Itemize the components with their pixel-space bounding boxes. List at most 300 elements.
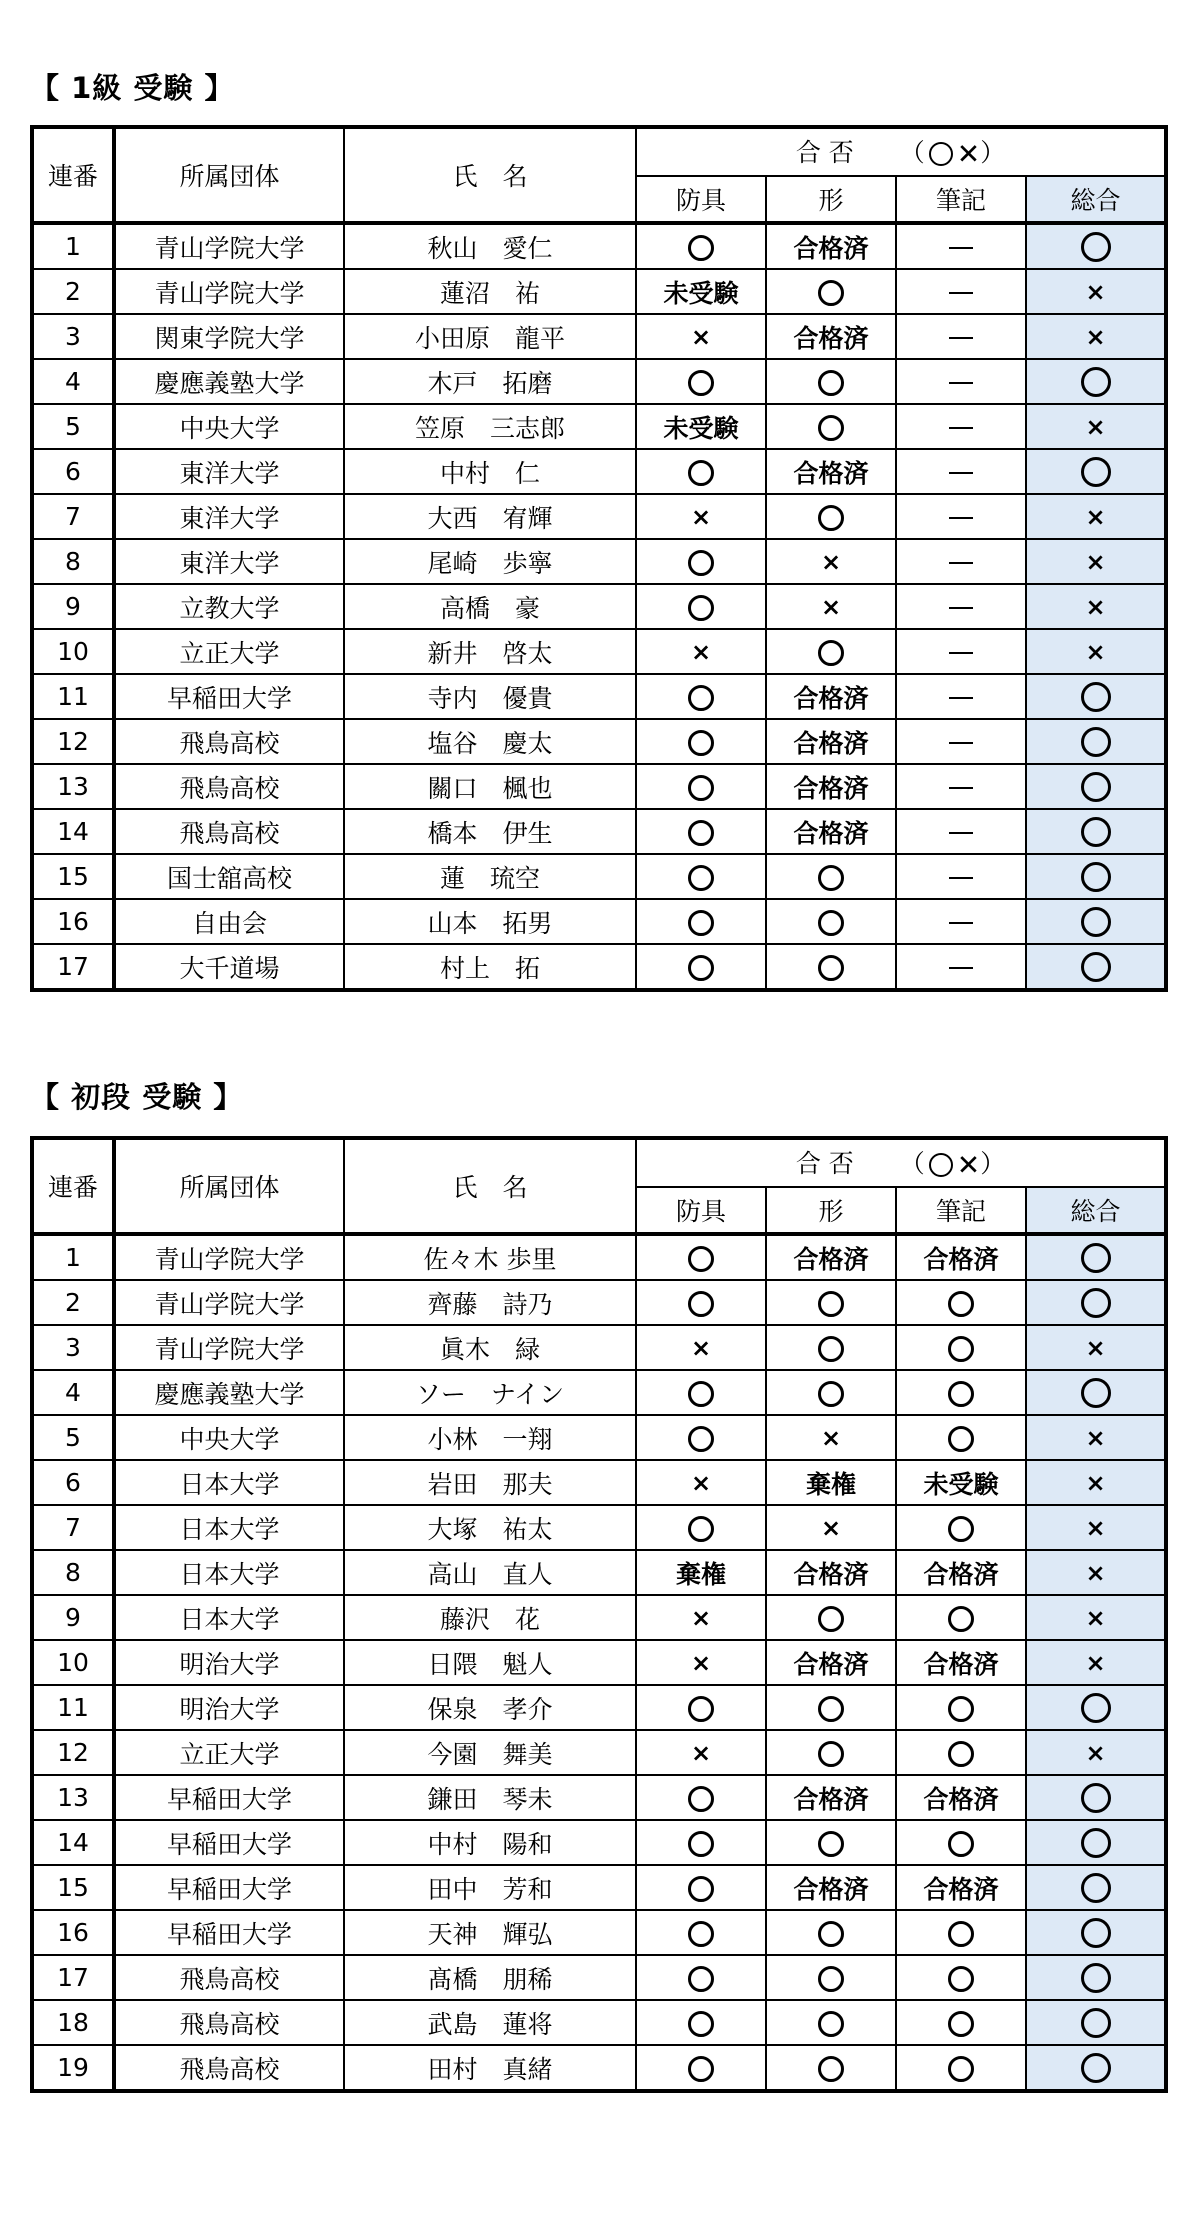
cell-org: 早稲田大学 (114, 1775, 344, 1820)
cell-name: 大塚 祐太 (344, 1505, 636, 1550)
pass-circle-icon (948, 1516, 974, 1542)
cell-name: 保泉 孝介 (344, 1685, 636, 1730)
cell-org: 飛鳥高校 (114, 1955, 344, 2000)
cell-written (896, 449, 1026, 494)
status-text: 合格済 (793, 323, 869, 353)
cell-armor (636, 674, 766, 719)
fail-cross-icon: × (690, 1739, 712, 1767)
cell-written (896, 674, 1026, 719)
pass-circle-icon (818, 2011, 844, 2037)
fail-cross-icon: × (690, 1334, 712, 1362)
table-row (32, 1370, 1166, 1415)
cell-kata (766, 854, 896, 899)
header-kata: 形 (766, 1187, 896, 1234)
fail-cross-icon: × (1085, 1649, 1106, 1677)
cell-armor (636, 584, 766, 629)
cell-total (1026, 719, 1166, 764)
cell-no: 14 (32, 809, 114, 854)
not-applicable-dash-icon (949, 382, 973, 384)
legend-open: （ (899, 138, 925, 168)
cell-kata (766, 1550, 896, 1595)
table-row (32, 314, 1166, 359)
cell-written (896, 1505, 1026, 1550)
cell-armor (636, 854, 766, 899)
not-applicable-dash-icon (949, 427, 973, 429)
cell-org: 中央大学 (114, 1415, 344, 1460)
not-applicable-dash-icon (949, 472, 973, 474)
cell-no: 18 (32, 2000, 114, 2045)
cell-kata (766, 2045, 896, 2091)
cell-name: 木戸 拓磨 (344, 359, 636, 404)
pass-circle-icon (1081, 817, 1111, 847)
not-applicable-dash-icon (949, 832, 973, 834)
results-table-1kyu (30, 125, 1168, 992)
pass-circle-icon (1081, 1378, 1111, 1408)
cell-no: 3 (32, 314, 114, 359)
fail-cross-icon: × (1085, 1334, 1106, 1362)
legend-cross-icon: ✕ (956, 137, 981, 171)
table-row (32, 1460, 1166, 1505)
cell-name: 田村 真緒 (344, 2045, 636, 2091)
cell-name: 岩田 那夫 (344, 1460, 636, 1505)
not-applicable-dash-icon (949, 922, 973, 924)
section-title-1kyu: 【 1級 受験 】 (30, 71, 235, 105)
cell-total (1026, 764, 1166, 809)
results-table-shodan (30, 1136, 1168, 2093)
cell-no: 2 (32, 269, 114, 314)
cell-name: 中村 陽和 (344, 1820, 636, 1865)
cell-kata (766, 1415, 896, 1460)
status-text: 未受験 (663, 278, 739, 308)
pass-circle-icon (688, 1246, 714, 1272)
cell-kata (766, 674, 896, 719)
fail-cross-icon: × (820, 593, 842, 621)
cell-kata (766, 1775, 896, 1820)
fail-cross-icon: × (1085, 278, 1106, 306)
cell-armor (636, 1865, 766, 1910)
fail-cross-icon: × (690, 1604, 712, 1632)
cell-org: 立教大学 (114, 584, 344, 629)
cell-written (896, 584, 1026, 629)
cell-written (896, 1865, 1026, 1910)
cell-kata (766, 1280, 896, 1325)
pass-circle-icon (688, 1516, 714, 1542)
cell-armor (636, 539, 766, 584)
cell-written (896, 719, 1026, 764)
cell-name: 田中 芳和 (344, 1865, 636, 1910)
pass-circle-icon (818, 280, 844, 306)
cell-written (896, 1460, 1026, 1505)
cell-name: 小田原 龍平 (344, 314, 636, 359)
cell-kata (766, 494, 896, 539)
cell-name: 關口 楓也 (344, 764, 636, 809)
table-row (32, 1820, 1166, 1865)
pass-circle-icon (948, 1966, 974, 1992)
pass-circle-icon (818, 1966, 844, 1992)
status-text: 合格済 (793, 728, 869, 758)
cell-org: 飛鳥高校 (114, 809, 344, 854)
pass-circle-icon (688, 865, 714, 891)
cell-no: 10 (32, 1640, 114, 1685)
cell-no: 5 (32, 1415, 114, 1460)
cell-kata (766, 1325, 896, 1370)
status-text: 合格済 (793, 773, 869, 803)
cell-total (1026, 1910, 1166, 1955)
cell-no: 16 (32, 899, 114, 944)
status-text: 棄権 (675, 1559, 726, 1589)
fail-cross-icon: × (1085, 413, 1106, 441)
cell-total (1026, 1550, 1166, 1595)
fail-cross-icon: × (690, 323, 712, 351)
cell-total (1026, 1415, 1166, 1460)
header-written: 筆記 (896, 176, 1026, 223)
pass-circle-icon (948, 1336, 974, 1362)
cell-kata (766, 359, 896, 404)
cell-no: 14 (32, 1820, 114, 1865)
cell-org: 飛鳥高校 (114, 764, 344, 809)
cell-total (1026, 1685, 1166, 1730)
fail-cross-icon: × (1085, 503, 1106, 531)
cell-kata (766, 2000, 896, 2045)
cell-kata (766, 314, 896, 359)
cell-kata (766, 899, 896, 944)
pass-circle-icon (818, 1336, 844, 1362)
cell-total (1026, 1505, 1166, 1550)
cell-total (1026, 1595, 1166, 1640)
header-armor: 防具 (636, 176, 766, 223)
cell-org: 立正大学 (114, 1730, 344, 1775)
fail-cross-icon: × (690, 1649, 712, 1677)
pass-circle-icon (688, 1786, 714, 1812)
cell-armor (636, 1910, 766, 1955)
cell-kata (766, 1234, 896, 1280)
header-no: 連番 (32, 127, 114, 223)
table-row (32, 1685, 1166, 1730)
pass-circle-icon (1081, 727, 1111, 757)
pass-circle-icon (1081, 457, 1111, 487)
cell-written (896, 494, 1026, 539)
cell-name: 大西 宥輝 (344, 494, 636, 539)
not-applicable-dash-icon (949, 877, 973, 879)
fail-cross-icon: × (1085, 1469, 1106, 1497)
table-row (32, 1325, 1166, 1370)
cell-kata (766, 1730, 896, 1775)
pass-circle-icon (1081, 772, 1111, 802)
cell-armor (636, 1595, 766, 1640)
pass-circle-icon (688, 550, 714, 576)
cell-org: 慶應義塾大学 (114, 1370, 344, 1415)
cell-total (1026, 223, 1166, 269)
cell-org: 飛鳥高校 (114, 2045, 344, 2091)
pass-circle-icon (818, 910, 844, 936)
pass-circle-icon (948, 1921, 974, 1947)
pass-circle-icon (1081, 1828, 1111, 1858)
status-text: 合格済 (923, 1649, 999, 1679)
cell-no: 5 (32, 404, 114, 449)
header-result-label: 合 否 (795, 138, 854, 168)
pass-circle-icon (948, 2011, 974, 2037)
cell-written (896, 314, 1026, 359)
cell-org: 慶應義塾大学 (114, 359, 344, 404)
pass-circle-icon (948, 2056, 974, 2082)
pass-circle-icon (818, 1606, 844, 1632)
cell-name: 武島 蓮将 (344, 2000, 636, 2045)
cell-armor (636, 1280, 766, 1325)
cell-kata (766, 223, 896, 269)
not-applicable-dash-icon (949, 247, 973, 249)
cell-no: 17 (32, 1955, 114, 2000)
table-row (32, 944, 1166, 990)
cell-written (896, 1685, 1026, 1730)
cell-written (896, 1550, 1026, 1595)
status-text: 合格済 (923, 1784, 999, 1814)
cell-armor (636, 1234, 766, 1280)
header-result-group (636, 127, 1166, 176)
cell-name: 笠原 三志郎 (344, 404, 636, 449)
cell-armor (636, 1685, 766, 1730)
pass-circle-icon (688, 595, 714, 621)
not-applicable-dash-icon (949, 292, 973, 294)
cell-name: 高橋 豪 (344, 584, 636, 629)
table-row (32, 1415, 1166, 1460)
status-text: 未受験 (663, 413, 739, 443)
cell-no: 8 (32, 1550, 114, 1595)
cell-org: 東洋大学 (114, 449, 344, 494)
cell-armor (636, 1550, 766, 1595)
status-text: 合格済 (923, 1244, 999, 1274)
cell-org: 大千道場 (114, 944, 344, 990)
status-text: 合格済 (793, 1649, 869, 1679)
header-org: 所属団体 (114, 127, 344, 223)
cell-org: 東洋大学 (114, 539, 344, 584)
cell-kata (766, 1820, 896, 1865)
cell-written (896, 854, 1026, 899)
cell-total (1026, 1325, 1166, 1370)
legend-close: ） (980, 138, 1006, 168)
not-applicable-dash-icon (949, 607, 973, 609)
cell-armor (636, 494, 766, 539)
cell-armor (636, 944, 766, 990)
cell-no: 15 (32, 854, 114, 899)
table-row (32, 1550, 1166, 1595)
table-row (32, 584, 1166, 629)
status-text: 合格済 (923, 1874, 999, 1904)
cell-total (1026, 1280, 1166, 1325)
not-applicable-dash-icon (949, 742, 973, 744)
cell-kata (766, 1370, 896, 1415)
cell-name: 寺内 優貴 (344, 674, 636, 719)
cell-total (1026, 1865, 1166, 1910)
pass-circle-icon (688, 2056, 714, 2082)
cell-name: ソー ナイン (344, 1370, 636, 1415)
cell-total (1026, 899, 1166, 944)
cell-kata (766, 584, 896, 629)
cell-written (896, 2045, 1026, 2091)
cell-name: 塩谷 慶太 (344, 719, 636, 764)
cell-total (1026, 1955, 1166, 2000)
cell-written (896, 1234, 1026, 1280)
cell-name: 今園 舞美 (344, 1730, 636, 1775)
table-row (32, 1910, 1166, 1955)
cell-armor (636, 1640, 766, 1685)
cell-total (1026, 539, 1166, 584)
header-name: 氏 名 (344, 127, 636, 223)
status-text: 合格済 (923, 1559, 999, 1589)
table-row (32, 494, 1166, 539)
cell-armor (636, 1730, 766, 1775)
cell-name: 秋山 愛仁 (344, 223, 636, 269)
pass-circle-icon (1081, 1918, 1111, 1948)
table-row (32, 2045, 1166, 2091)
fail-cross-icon: × (1085, 638, 1106, 666)
fail-cross-icon: × (1085, 593, 1106, 621)
cell-org: 日本大学 (114, 1505, 344, 1550)
cell-org: 日本大学 (114, 1460, 344, 1505)
table-row (32, 1955, 1166, 2000)
cell-written (896, 539, 1026, 584)
cell-armor (636, 359, 766, 404)
table-row (32, 1505, 1166, 1550)
header-written: 筆記 (896, 1187, 1026, 1234)
pass-circle-icon (1081, 232, 1111, 262)
pass-circle-icon (948, 1741, 974, 1767)
cell-total (1026, 449, 1166, 494)
cell-total (1026, 359, 1166, 404)
pass-circle-icon (818, 505, 844, 531)
fail-cross-icon: × (1085, 323, 1106, 351)
pass-circle-icon (818, 1696, 844, 1722)
cell-kata (766, 539, 896, 584)
cell-total (1026, 1820, 1166, 1865)
cell-written (896, 404, 1026, 449)
cell-org: 日本大学 (114, 1550, 344, 1595)
fail-cross-icon: × (1085, 1739, 1106, 1767)
table-row (32, 449, 1166, 494)
table-row (32, 764, 1166, 809)
pass-circle-icon (818, 1291, 844, 1317)
table-row (32, 899, 1166, 944)
header-org: 所属団体 (114, 1138, 344, 1234)
status-text: 合格済 (793, 818, 869, 848)
header-no: 連番 (32, 1138, 114, 1234)
status-text: 合格済 (793, 1874, 869, 1904)
cell-org: 早稲田大学 (114, 1820, 344, 1865)
cell-total (1026, 494, 1166, 539)
table-row (32, 1730, 1166, 1775)
pass-circle-icon (1081, 907, 1111, 937)
cell-total (1026, 1370, 1166, 1415)
cell-armor (636, 764, 766, 809)
table-row (32, 539, 1166, 584)
pass-circle-icon (688, 1291, 714, 1317)
pass-circle-icon (688, 820, 714, 846)
cell-armor (636, 1820, 766, 1865)
cell-name: 小林 一翔 (344, 1415, 636, 1460)
cell-total (1026, 1460, 1166, 1505)
table-row (32, 809, 1166, 854)
cell-org: 東洋大学 (114, 494, 344, 539)
status-text: 合格済 (793, 233, 869, 263)
legend-close: ） (980, 1149, 1006, 1179)
cell-total (1026, 584, 1166, 629)
cell-armor (636, 269, 766, 314)
pass-circle-icon (948, 1696, 974, 1722)
cell-armor (636, 629, 766, 674)
pass-circle-icon (1081, 2008, 1111, 2038)
cell-armor (636, 1415, 766, 1460)
pass-circle-icon (1081, 2053, 1111, 2083)
cell-armor (636, 404, 766, 449)
pass-circle-icon (818, 1921, 844, 1947)
status-text: 未受験 (923, 1469, 999, 1499)
pass-circle-icon (688, 235, 714, 261)
cell-kata (766, 404, 896, 449)
cell-no: 16 (32, 1910, 114, 1955)
pass-circle-icon (688, 775, 714, 801)
cell-total (1026, 1730, 1166, 1775)
table-row (32, 1775, 1166, 1820)
pass-circle-icon (688, 910, 714, 936)
pass-circle-icon (818, 1831, 844, 1857)
pass-circle-icon (1081, 1243, 1111, 1273)
cell-no: 6 (32, 449, 114, 494)
cell-total (1026, 809, 1166, 854)
cell-kata (766, 1595, 896, 1640)
cell-total (1026, 314, 1166, 359)
cell-kata (766, 1505, 896, 1550)
pass-circle-icon (948, 1426, 974, 1452)
cell-no: 4 (32, 359, 114, 404)
cell-armor (636, 719, 766, 764)
cell-no: 7 (32, 1505, 114, 1550)
header-kata: 形 (766, 176, 896, 223)
cell-total (1026, 2045, 1166, 2091)
cell-org: 自由会 (114, 899, 344, 944)
fail-cross-icon: × (820, 1424, 842, 1452)
cell-no: 1 (32, 223, 114, 269)
pass-circle-icon (688, 1381, 714, 1407)
cell-no: 13 (32, 1775, 114, 1820)
header-result-label: 合 否 (795, 1149, 854, 1179)
cell-name: 日隈 魁人 (344, 1640, 636, 1685)
status-text: 合格済 (793, 683, 869, 713)
table-row (32, 404, 1166, 449)
pass-circle-icon (688, 1696, 714, 1722)
cell-name: 中村 仁 (344, 449, 636, 494)
table-body (32, 1234, 1166, 2091)
status-text: 合格済 (793, 1244, 869, 1274)
status-text: 合格済 (793, 1784, 869, 1814)
cell-armor (636, 449, 766, 494)
legend-open: （ (899, 1149, 925, 1179)
cell-no: 2 (32, 1280, 114, 1325)
cell-kata (766, 629, 896, 674)
cell-total (1026, 854, 1166, 899)
cell-written (896, 1955, 1026, 2000)
table-row (32, 854, 1166, 899)
pass-circle-icon (1081, 367, 1111, 397)
cell-org: 青山学院大学 (114, 1234, 344, 1280)
cell-armor (636, 2000, 766, 2045)
cell-written (896, 629, 1026, 674)
cell-no: 7 (32, 494, 114, 539)
cell-written (896, 1640, 1026, 1685)
cell-armor (636, 1505, 766, 1550)
cell-name: 山本 拓男 (344, 899, 636, 944)
cell-total (1026, 1234, 1166, 1280)
cell-written (896, 1370, 1026, 1415)
pass-circle-icon (688, 1876, 714, 1902)
